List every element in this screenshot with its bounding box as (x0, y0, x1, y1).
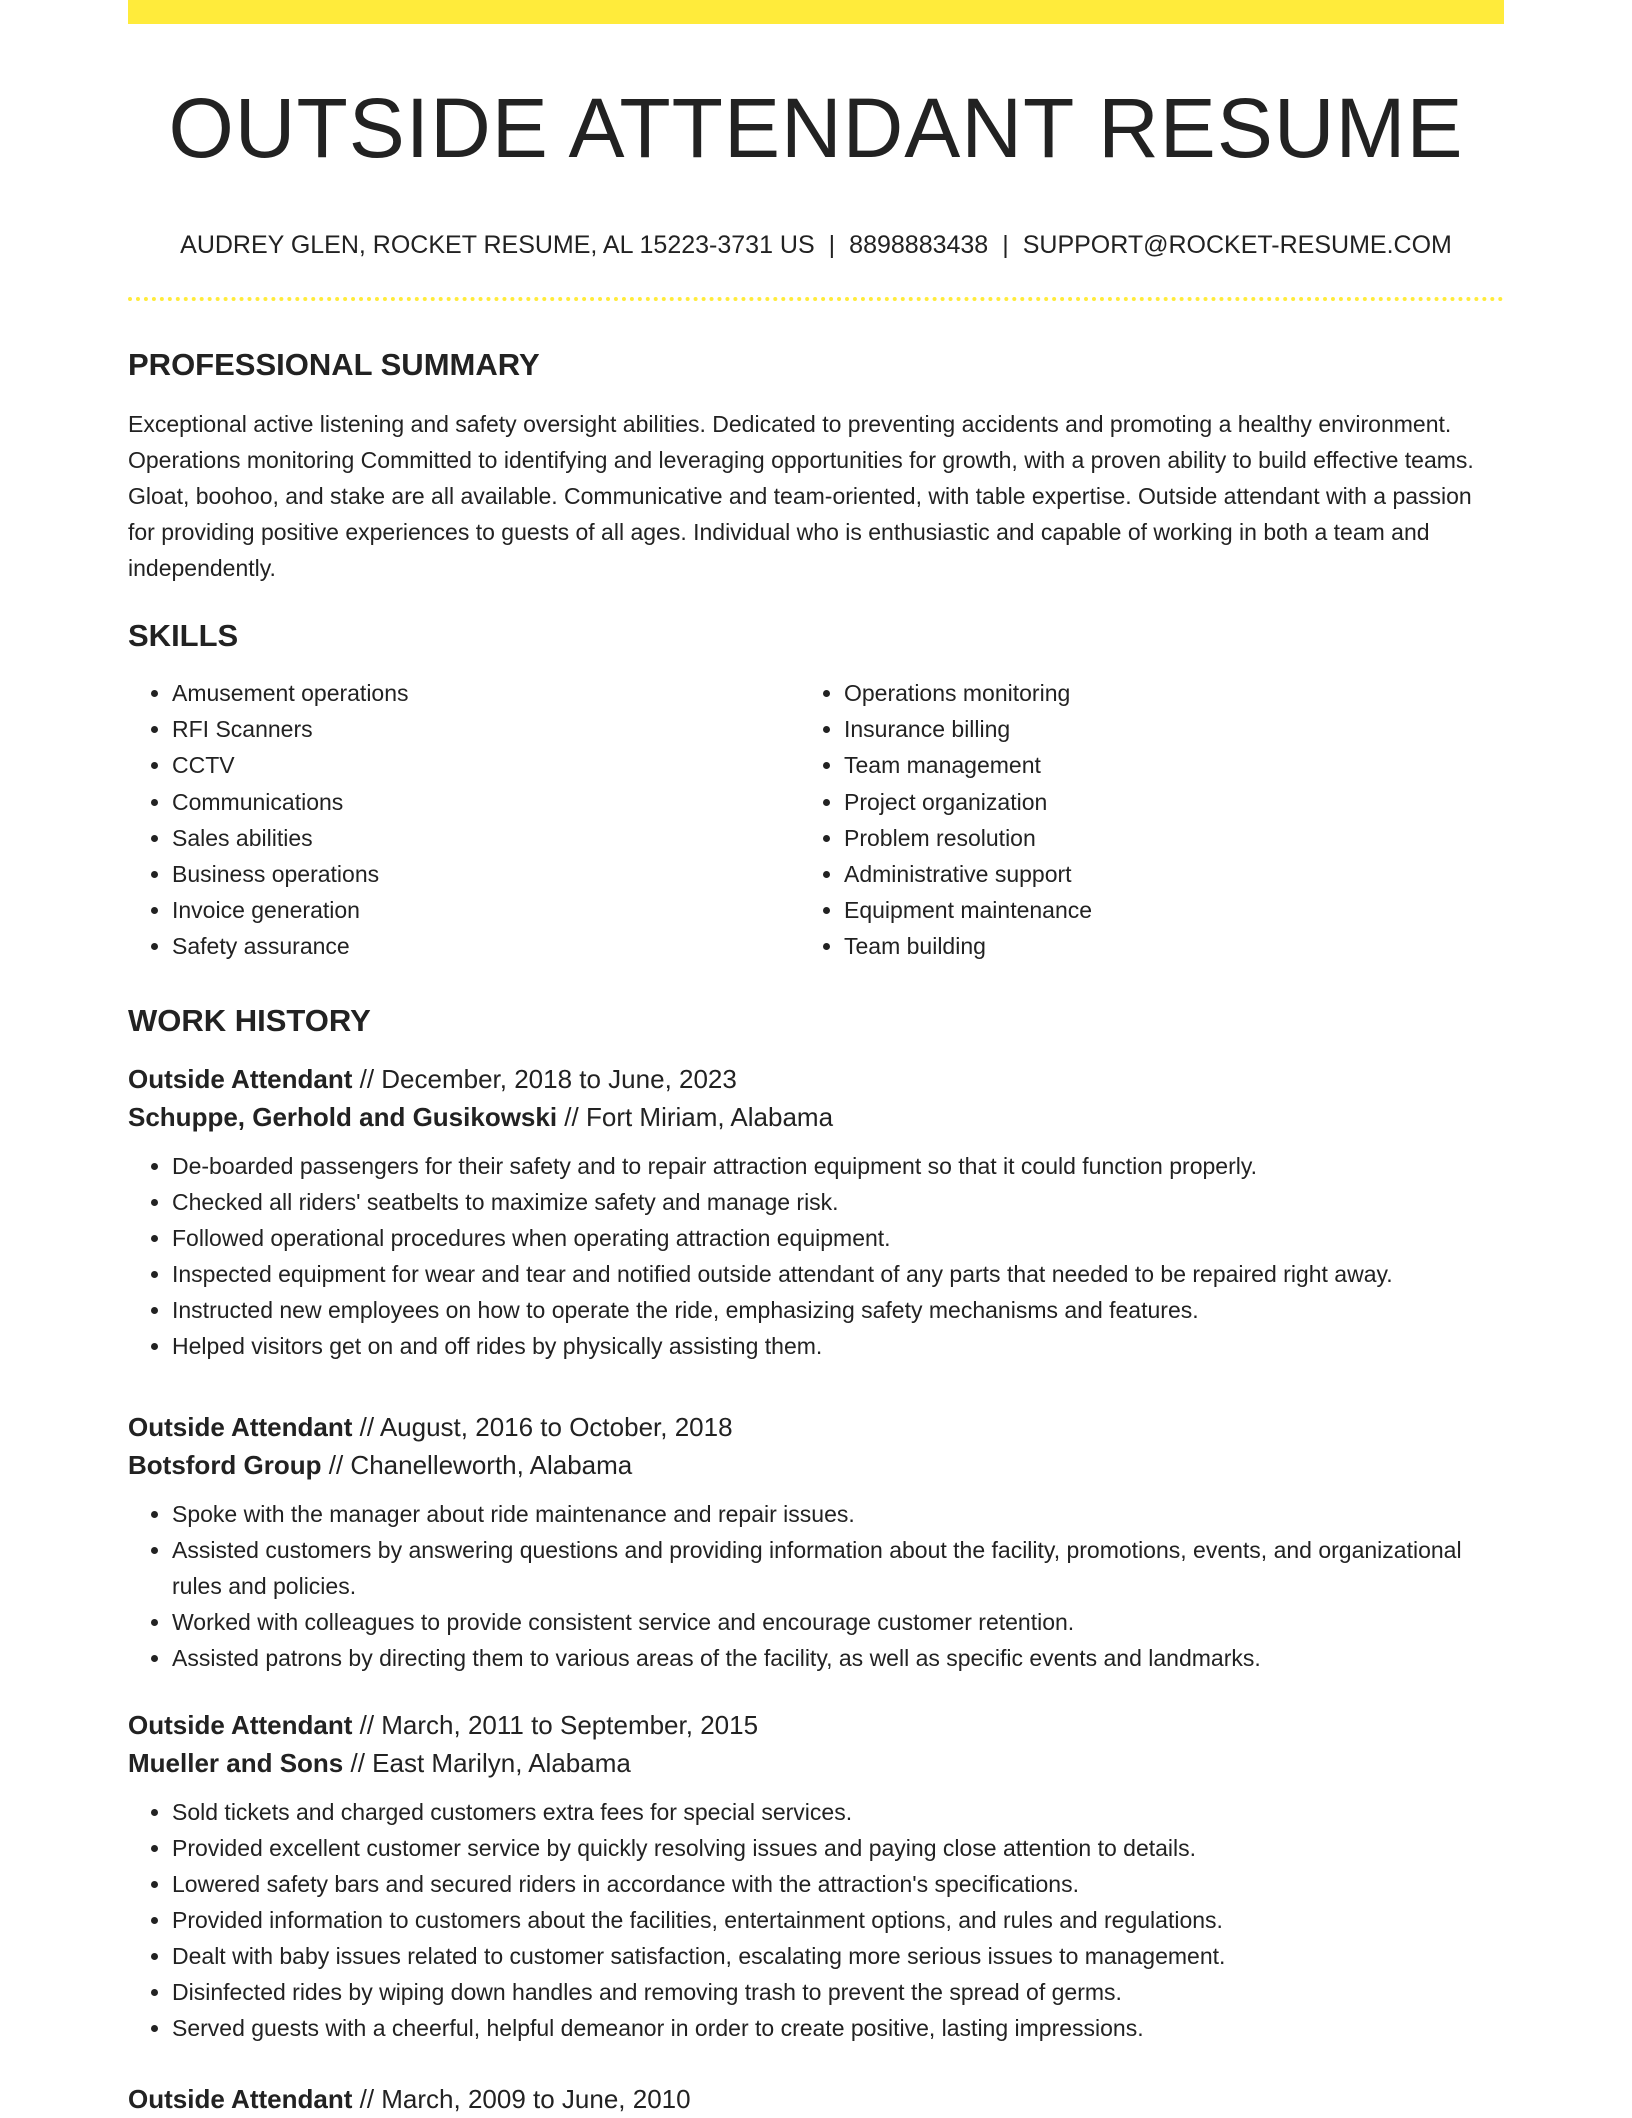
skill-item: • Communications (172, 784, 816, 820)
job-bullet: • Followed operational procedures when operating attraction equipment. (172, 1220, 1504, 1256)
resume-page (128, 0, 1504, 2118)
job-bullet: • Assisted customers by answering questions and providing information about the facility, promotions, events, and organizational rules and policies. (172, 1532, 1504, 1604)
job-entry (128, 1408, 1504, 1676)
job-bullet: • Inspected equipment for wear and tear and notified outside attendant of any parts that needed to be repaired right away. (172, 1256, 1504, 1292)
job-title-line (128, 1060, 1504, 1098)
job-company-line (128, 1446, 1504, 1484)
job-bullet: • Assisted patrons by directing them to various areas of the facility, as well as specific events and landmarks. (172, 1640, 1504, 1676)
job-bullet: • Spoke with the manager about ride maintenance and repair issues. (172, 1496, 1504, 1532)
job-title-line (128, 1408, 1504, 1446)
job-title: Outside Attendant (128, 1063, 353, 1094)
job-title: Outside Attendant (128, 1709, 353, 1740)
job-dates: // December, 2018 to June, 2023 (352, 1063, 737, 1094)
skill-item: • Sales abilities (172, 820, 816, 856)
work-history-heading: WORK HISTORY (128, 1002, 371, 1038)
skill-item: • Equipment maintenance (844, 892, 1504, 928)
job-entry (128, 1060, 1504, 1364)
job-bullet: • Checked all riders' seatbelts to maximize safety and manage risk. (172, 1184, 1504, 1220)
job-location: // Chanelleworth, Alabama (321, 1449, 633, 1480)
skills-heading: SKILLS (128, 618, 239, 653)
contact-line (128, 233, 1504, 258)
job-title: Outside Attendant (128, 2083, 353, 2114)
job-bullets (128, 1148, 1504, 1364)
skill-item: • Safety assurance (172, 928, 816, 964)
job-bullet: • Lowered safety bars and secured riders in accordance with the attraction's specifications. (172, 1866, 1504, 1902)
job-location: // Fort Miriam, Alabama (557, 1101, 834, 1132)
job-bullet: • Helped visitors get on and off rides by physically assisting them. (172, 1328, 1504, 1364)
job-company: Mueller and Sons (128, 1747, 344, 1778)
job-bullet: • Dealt with baby issues related to customer satisfaction, escalating more serious issues to management. (172, 1938, 1504, 1974)
skill-item: • Team building (844, 928, 1504, 964)
skills-grid (128, 675, 1504, 965)
job-bullets (128, 1794, 1504, 2046)
resume-title: OUTSIDE ATTENDANT RESUME (168, 81, 1464, 175)
contact-separator: | (828, 231, 836, 259)
job-dates: // August, 2016 to October, 2018 (352, 1411, 733, 1442)
skill-item: • Amusement operations (172, 675, 816, 711)
job-bullet: • Disinfected rides by wiping down handles and removing trash to prevent the spread of germs. (172, 1974, 1504, 2010)
job-company-line (128, 1744, 1504, 1782)
skill-item: • Invoice generation (172, 892, 816, 928)
dotted-divider (128, 297, 1504, 301)
job-bullet: • Worked with colleagues to provide consistent service and encourage customer retention. (172, 1604, 1504, 1640)
skill-item: • Insurance billing (844, 711, 1504, 747)
skill-item: • RFI Scanners (172, 711, 816, 747)
job-bullet: • Provided information to customers about the facilities, entertainment options, and rules and regulations. (172, 1902, 1504, 1938)
summary-heading: PROFESSIONAL SUMMARY (128, 347, 540, 382)
skill-item: • Business operations (172, 856, 816, 892)
job-location: // East Marilyn, Alabama (343, 1747, 631, 1778)
job-dates: // March, 2011 to September, 2015 (352, 1709, 759, 1740)
job-title-line (128, 1706, 1504, 1744)
contact-email: SUPPORT@ROCKET-RESUME.COM (1022, 231, 1452, 259)
contact-address: AUDREY GLEN, ROCKET RESUME, AL 15223-3731 US (180, 231, 815, 259)
contact-phone: 8898883438 (849, 231, 989, 259)
job-bullet: • De-boarded passengers for their safety and to repair attraction equipment so that it could function properly. (172, 1148, 1504, 1184)
job-bullet: • Instructed new employees on how to operate the ride, emphasizing safety mechanisms and features. (172, 1292, 1504, 1328)
skill-item: • Project organization (844, 784, 1504, 820)
skills-list-right (816, 675, 1504, 965)
job-bullet: • Served guests with a cheerful, helpful demeanor in order to create positive, lasting impressions. (172, 2010, 1504, 2046)
summary-text: Exceptional active listening and safety oversight abilities. Dedicated to preventing accidents and promoting a healthy environment. Operations monitoring Committed to identifying and leveraging opportunities for growth, with a proven ability to build effective teams. Gloat, boohoo, and stake are all available. Communicative and team-oriented, with table expertise. Outside attendant with a passion for providing positive experiences to guests of all ages. Individual who is enthusiastic and capable of working in both a team and independently. (128, 411, 1474, 581)
job-entry (128, 1706, 1504, 2046)
skill-item: • Problem resolution (844, 820, 1504, 856)
skill-item: • Team management (844, 747, 1504, 783)
job-company-line (128, 1098, 1504, 1136)
accent-bar (128, 0, 1504, 24)
job-bullet: • Provided excellent customer service by quickly resolving issues and paying close attention to details. (172, 1830, 1504, 1866)
skill-item: • Operations monitoring (844, 675, 1504, 711)
job-company: Botsford Group (128, 1449, 322, 1480)
skill-item: • CCTV (172, 747, 816, 783)
job-bullets (128, 1496, 1504, 1676)
job-company: Schuppe, Gerhold and Gusikowski (128, 1101, 558, 1132)
skill-item: • Administrative support (844, 856, 1504, 892)
job-title: Outside Attendant (128, 1411, 353, 1442)
job-bullet: • Sold tickets and charged customers extra fees for special services. (172, 1794, 1504, 1830)
skills-list-left (128, 675, 816, 965)
contact-separator: | (1002, 231, 1009, 259)
job-dates: // March, 2009 to June, 2010 (352, 2083, 691, 2114)
